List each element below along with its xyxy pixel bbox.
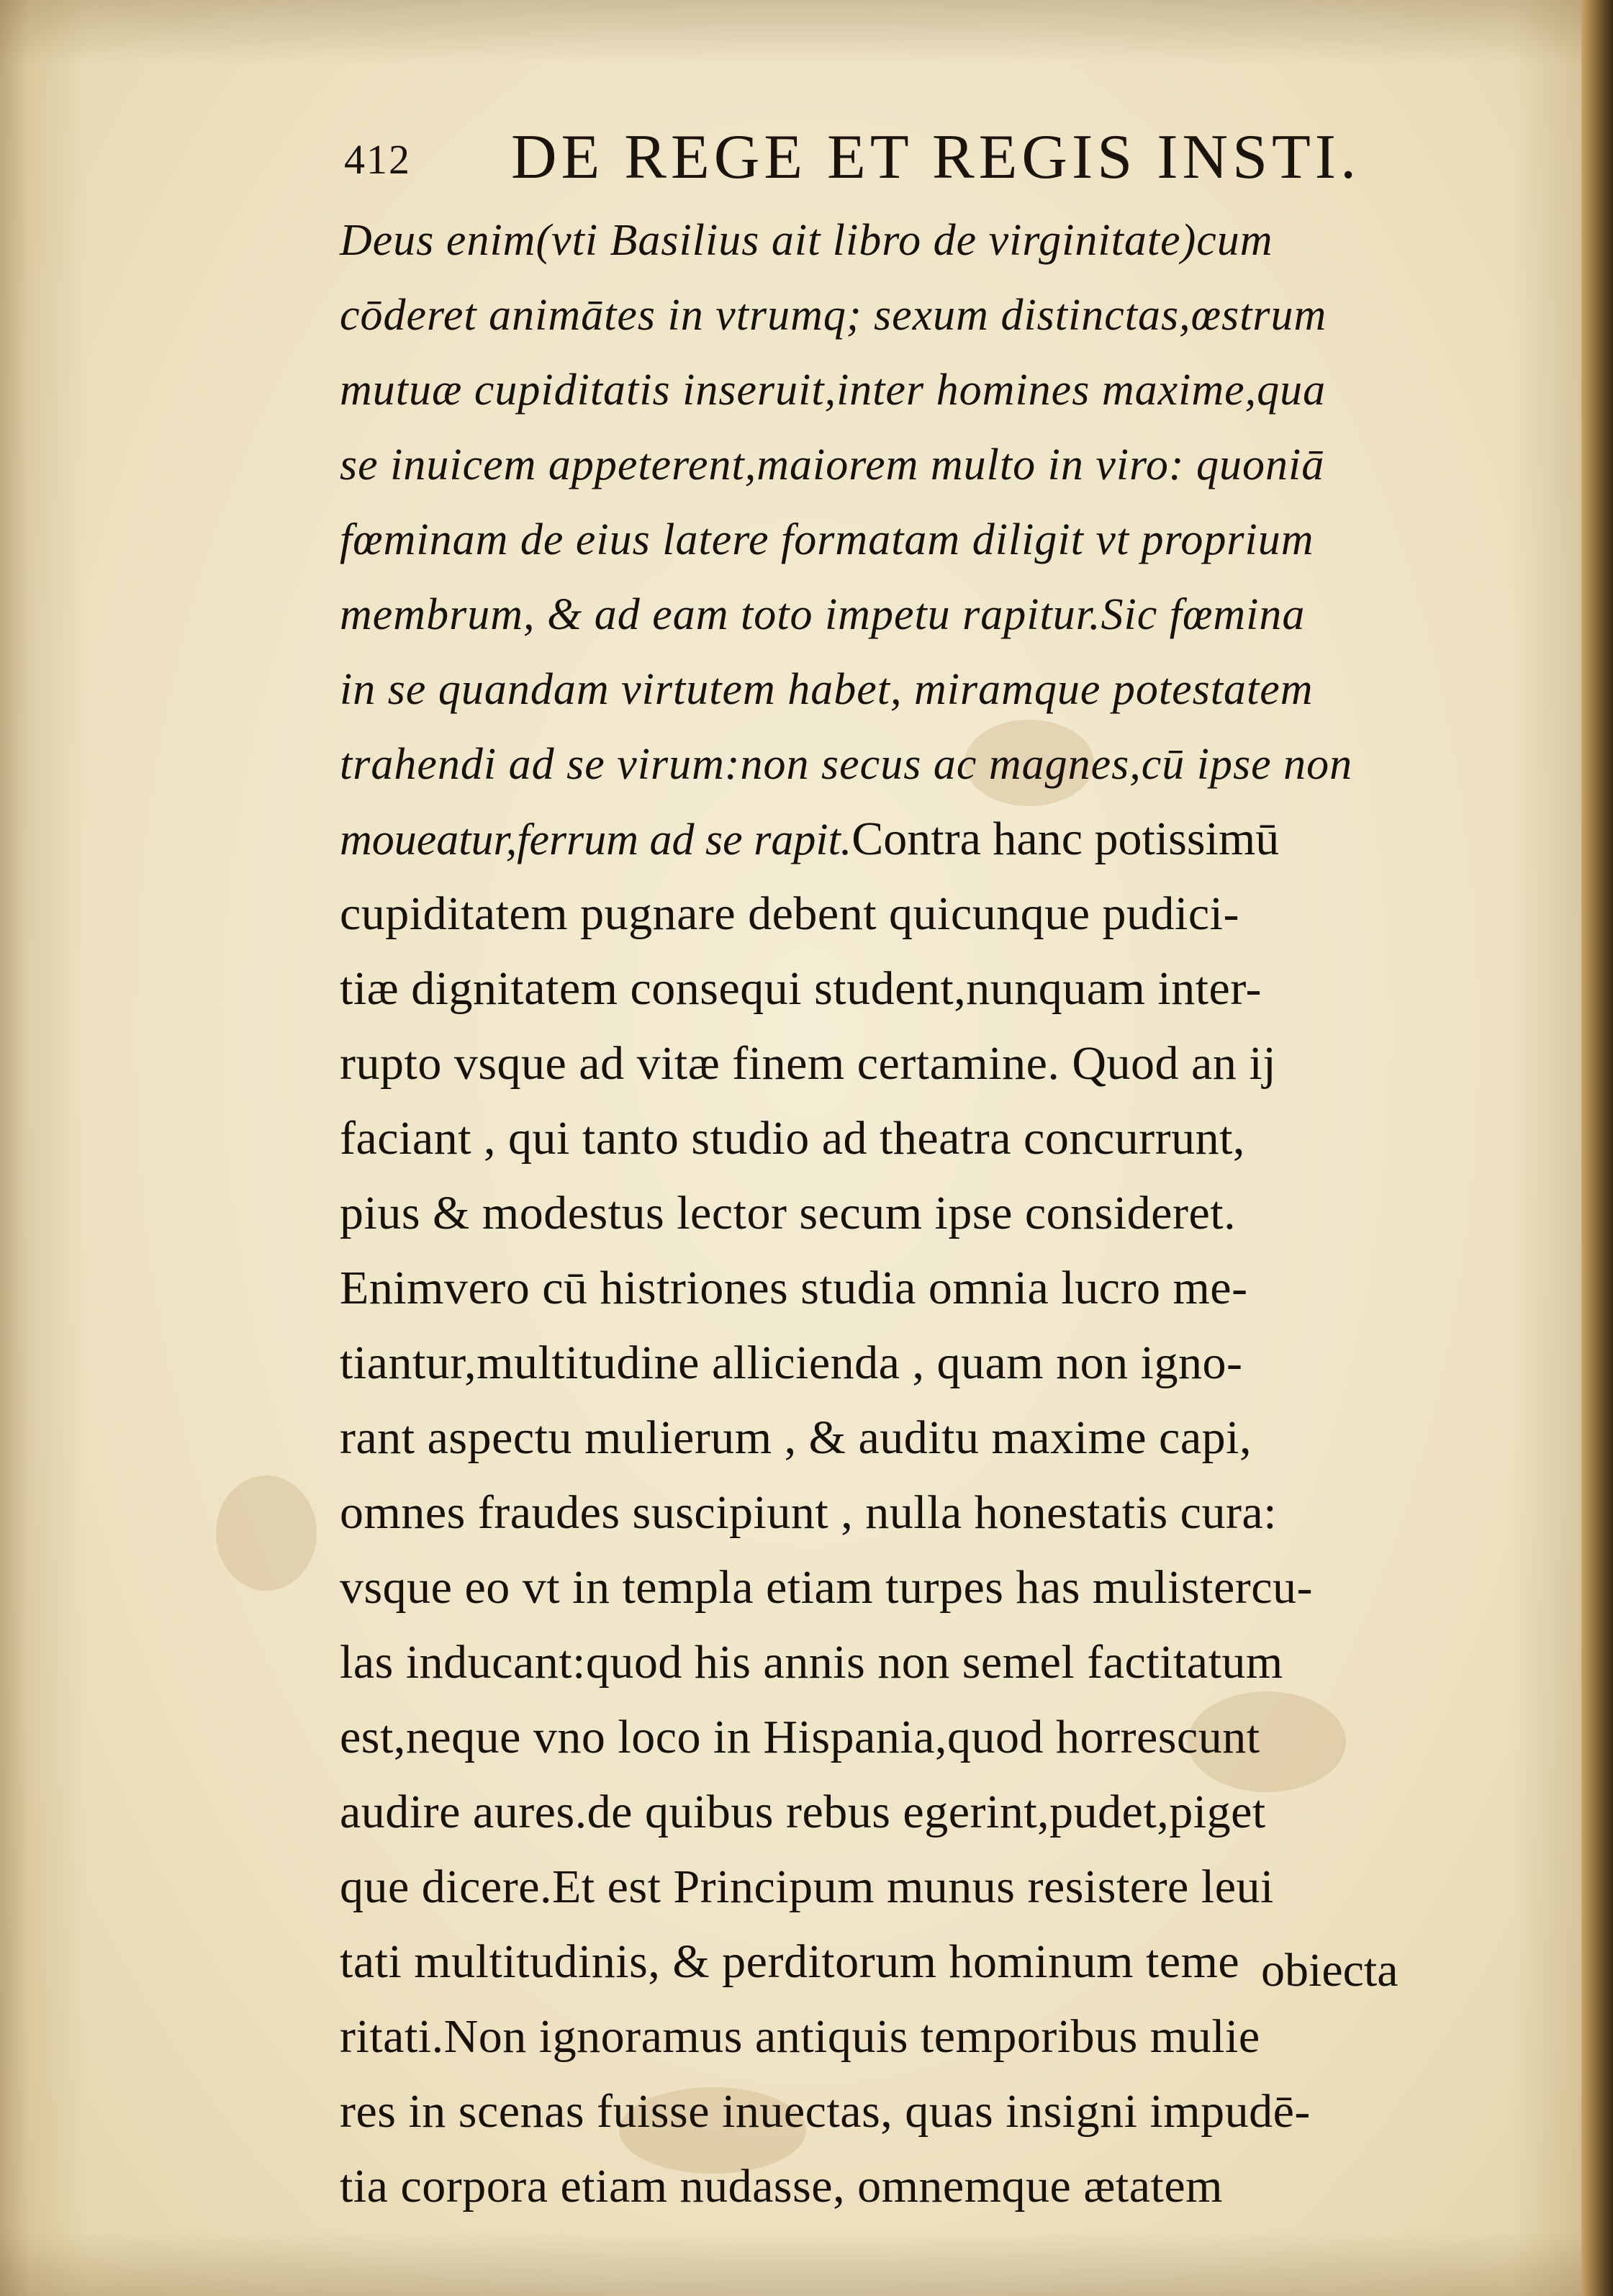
text-line: pius & modestus lector secum ipse consideret. (340, 1187, 1237, 1239)
text-line: membrum, & ad eam toto impetu rapitur.Sic fœmina (340, 590, 1306, 639)
text-line: fœminam de eius latere formatam diligit vt proprium (340, 515, 1314, 564)
text-line: rupto vsque ad vitæ finem certamine. Quod an ij (340, 1037, 1277, 1090)
text-line: Enimvero cū histriones studia omnia lucro me- (340, 1262, 1248, 1314)
text-line: vsque eo vt in templa etiam turpes has mulistercu- (340, 1561, 1313, 1614)
text-line: in se quandam virtutem habet, miramque potestatem (340, 665, 1314, 714)
text-line: mutuæ cupiditatis inseruit,inter homines maxime,qua (340, 366, 1327, 415)
running-head: DE REGE ET REGIS INSTI. (511, 122, 1361, 192)
text-line: audire aures.de quibus rebus egerint,pudet,piget (340, 1786, 1266, 1838)
text-line: trahendi ad se virum:non secus ac magnes,cū ipse non (340, 740, 1353, 789)
text-line: tiæ dignitatem consequi student,nunquam inter- (340, 962, 1262, 1015)
text-line (340, 802, 1463, 877)
text-line: que dicere.Et est Principum munus resistere leui (340, 1861, 1274, 1913)
catchword: obiecta (1261, 1944, 1399, 1997)
text-line: cōderet animātes in vtrumq; sexum distinctas,œstrum (340, 291, 1327, 340)
body-text (340, 203, 1463, 2224)
text-line: tati multitudinis, & perditorum hominum teme (340, 1935, 1240, 1988)
page-edge-shadow (1581, 0, 1613, 2296)
text-line: rant aspectu mulierum , & auditu maxime capi, (340, 1411, 1252, 1464)
roman-segment: Contra hanc potissimū (851, 813, 1280, 865)
text-line: est,neque vno loco in Hispania,quod horrescunt (340, 1711, 1260, 1763)
text-line: Deus enim(vti Basilius ait libro de virginitate)cum (340, 216, 1273, 265)
text-line: se inuicem appeterent,maiorem multo in viro: quoniā (340, 440, 1325, 489)
page-number: 412 (344, 136, 411, 183)
foxing-stain (216, 1475, 317, 1591)
text-line: faciant , qui tanto studio ad theatra concurrunt, (340, 1112, 1245, 1165)
text-line: tia corpora etiam nudasse, omnemque ætatem (340, 2160, 1223, 2213)
text-line: ritati.Non ignoramus antiquis temporibus mulie (340, 2010, 1260, 2063)
text-line: las inducant:quod his annis non semel factitatum (340, 1636, 1283, 1689)
text-line: tiantur,multitudine allicienda , quam non igno- (340, 1337, 1243, 1389)
text-line: omnes fraudes suscipiunt , nulla honestatis cura: (340, 1486, 1278, 1539)
italic-segment: moueatur,ferrum ad se rapit. (340, 815, 852, 864)
text-line: cupiditatem pugnare debent quicunque pudici- (340, 887, 1239, 940)
page-header (344, 121, 1452, 207)
text-line: res in scenas fuisse inuectas, quas insigni impudē- (340, 2085, 1311, 2138)
